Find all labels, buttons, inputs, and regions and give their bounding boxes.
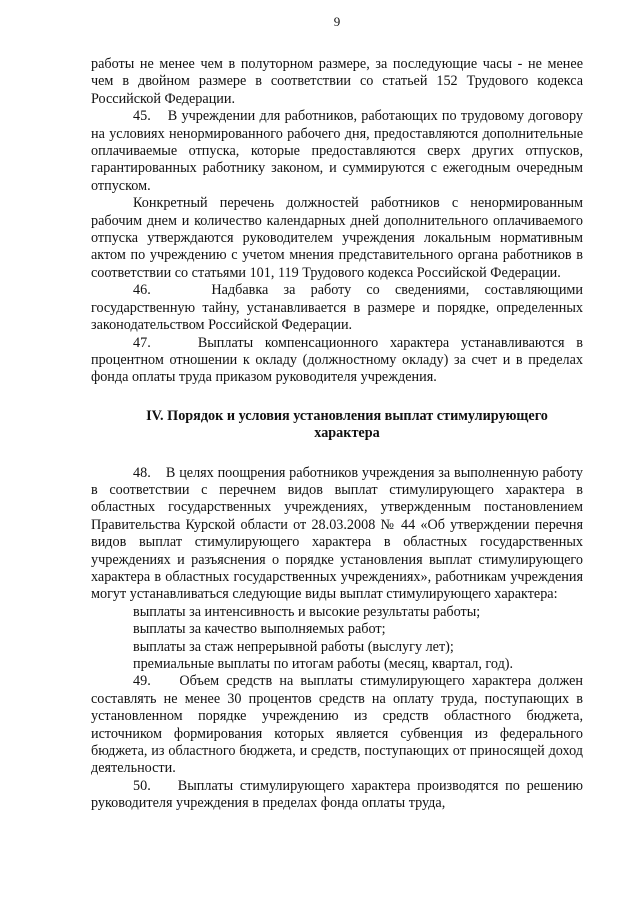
- paragraph-continuation: работы не менее чем в полуторном размере, за последующие часы - не менее чем в двойном размере в соответствии со статьей 152 Трудового кодекса Российской Федерации.: [91, 56, 583, 107]
- list-item: выплаты за стаж непрерывной работы (выслугу лет);: [133, 638, 454, 655]
- page-number: 9: [333, 14, 341, 29]
- paragraph-46: 46. Надбавка за работу со сведениями, составляющими государственную тайну, устанавливается в размере и порядке, определенных законодательством Российской Федерации.: [91, 282, 583, 334]
- list-item: выплаты за интенсивность и высокие результаты работы;: [133, 603, 481, 620]
- paragraph-49: 49. Объем средств на выплаты стимулирующего характера должен составлять не менее 30 процентов средств на оплату труда, поступающих в установленном порядке учреждению из средств областного бюджета, источником формирования которых является субвенция из федерального бюджета, из областного бюджета, и средств, поступающих от приносящей доход деятельности.: [91, 673, 583, 777]
- paragraph-50: 50. Выплаты стимулирующего характера производятся по решению руководителя учреждения в пределах фонда оплаты труда,: [91, 777, 583, 812]
- paragraph-45-continued: Конкретный перечень должностей работников с ненормированным рабочим днем и количество календарных дней дополнительного оплачиваемого отпуска утверждаются руководителем учреждения локальным нормативным актом по учреждению с учетом мнения представительного органа работников в соответствии со статьями 101, 119 Трудового кодекса Российской Федерации.: [91, 195, 583, 281]
- list-item: премиальные выплаты по итогам работы (месяц, квартал, год).: [133, 656, 514, 672]
- paragraph-45: 45. В учреждении для работников, работающих по трудовому договору на условиях ненормированного рабочего дня, предоставляются дополнительные оплачиваемые отпуска, которые предоставляются сверх других отпусков, гарантированных работнику законом, и суммируются с ежегодным очередным отпуском.: [91, 108, 583, 194]
- list-item: выплаты за качество выполняемых работ;: [133, 621, 386, 638]
- paragraph-48: 48. В целях поощрения работников учреждения за выполненную работу в соответствии с перечнем видов выплат стимулирующего характера в областных государственных учреждениях, утвержденным постановлением Правительства Курской области от 28.03.2008 № 44 «Об утверждении перечня видов выплат стимулирующего характера в областных государственных учреждениях и разъяснения о порядке установления выплат стимулирующего характера в областных государственных учреждениях», работникам учреждения могут устанавливаться следующие виды выплат стимулирующего характера:: [91, 464, 583, 603]
- section-heading: IV. Порядок и условия установления выплат стимулирующего характера: [146, 407, 548, 442]
- paragraph-47: 47. Выплаты компенсационного характера устанавливаются в процентном отношении к окладу (должностному окладу) за счет и в пределах фонда оплаты труда приказом руководителя учреждения.: [91, 334, 583, 386]
